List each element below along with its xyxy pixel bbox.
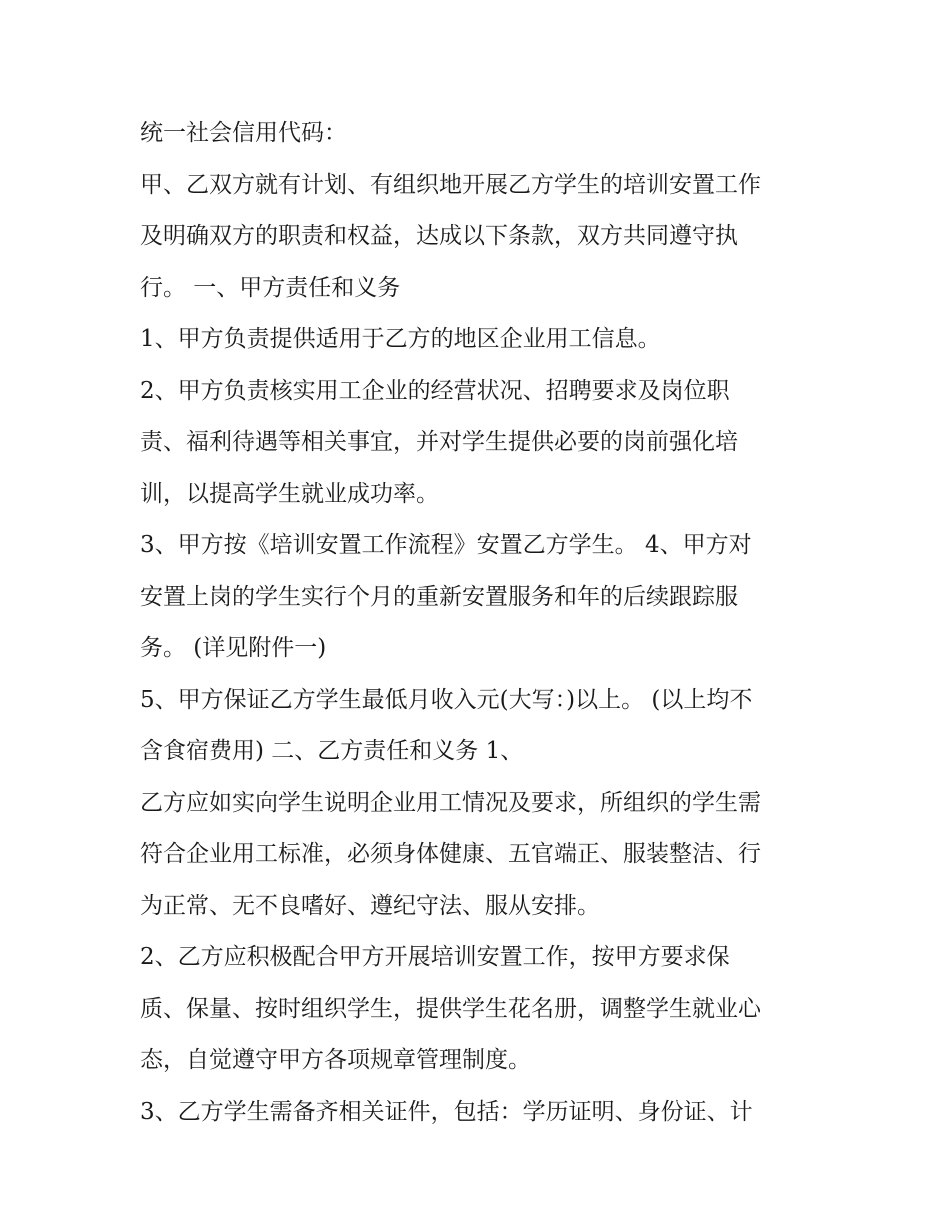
- text-line: 态，自觉遵守甲方各项规章管理制度。: [140, 1047, 531, 1073]
- text-line: 统一社会信用代码：: [140, 120, 347, 146]
- contract-body-text: [140, 108, 830, 1138]
- text-line: 责、福利待遇等相关事宜，并对学生提供必要的岗前强化培: [140, 429, 738, 455]
- text-line: 质、保量、按时组织学生，提供学生花名册，调整学生就业心: [140, 995, 761, 1022]
- text-line: 甲、乙双方就有计划、有组织地开展乙方学生的培训安置工作: [140, 171, 761, 198]
- text-line: 3、甲方按《培训安置工作流程》安置乙方学生。 4、甲方对: [140, 532, 752, 558]
- text-line: 行。 一、甲方责任和义务: [140, 274, 401, 301]
- text-line: 乙方应如实向学生说明企业用工情况及要求，所组织的学生需: [140, 789, 761, 816]
- text-line: 2、甲方负责核实用工企业的经营状况、招聘要求及岗位职: [140, 377, 730, 404]
- text-line: 1、甲方负责提供适用于乙方的地区企业用工信息。: [140, 326, 661, 352]
- text-line: 安置上岗的学生实行个月的重新安置服务和年的后续跟踪服: [140, 583, 738, 610]
- text-line: 含食宿费用) 二、乙方责任和义务 1、: [140, 738, 524, 764]
- text-line: 为正常、无不良嗜好、遵纪守法、服从安排。: [140, 892, 600, 919]
- text-line: 及明确双方的职责和权益，达成以下条款，双方共同遵守执: [140, 223, 738, 249]
- text-line: 务。 (详见附件一): [140, 635, 327, 661]
- text-line: 3、乙方学生需备齐相关证件，包括：学历证明、身份证、计: [140, 1098, 753, 1125]
- text-line: 训，以提高学生就业成功率。: [140, 480, 439, 507]
- text-line: 符合企业用工标准，必须身体健康、五官端正、服装整洁、行: [140, 841, 761, 867]
- text-line: 2、乙方应积极配合甲方开展培训安置工作，按甲方要求保: [140, 944, 730, 970]
- text-line: 5、甲方保证乙方学生最低月收入元(大写：)以上。 (以上均不: [140, 686, 753, 713]
